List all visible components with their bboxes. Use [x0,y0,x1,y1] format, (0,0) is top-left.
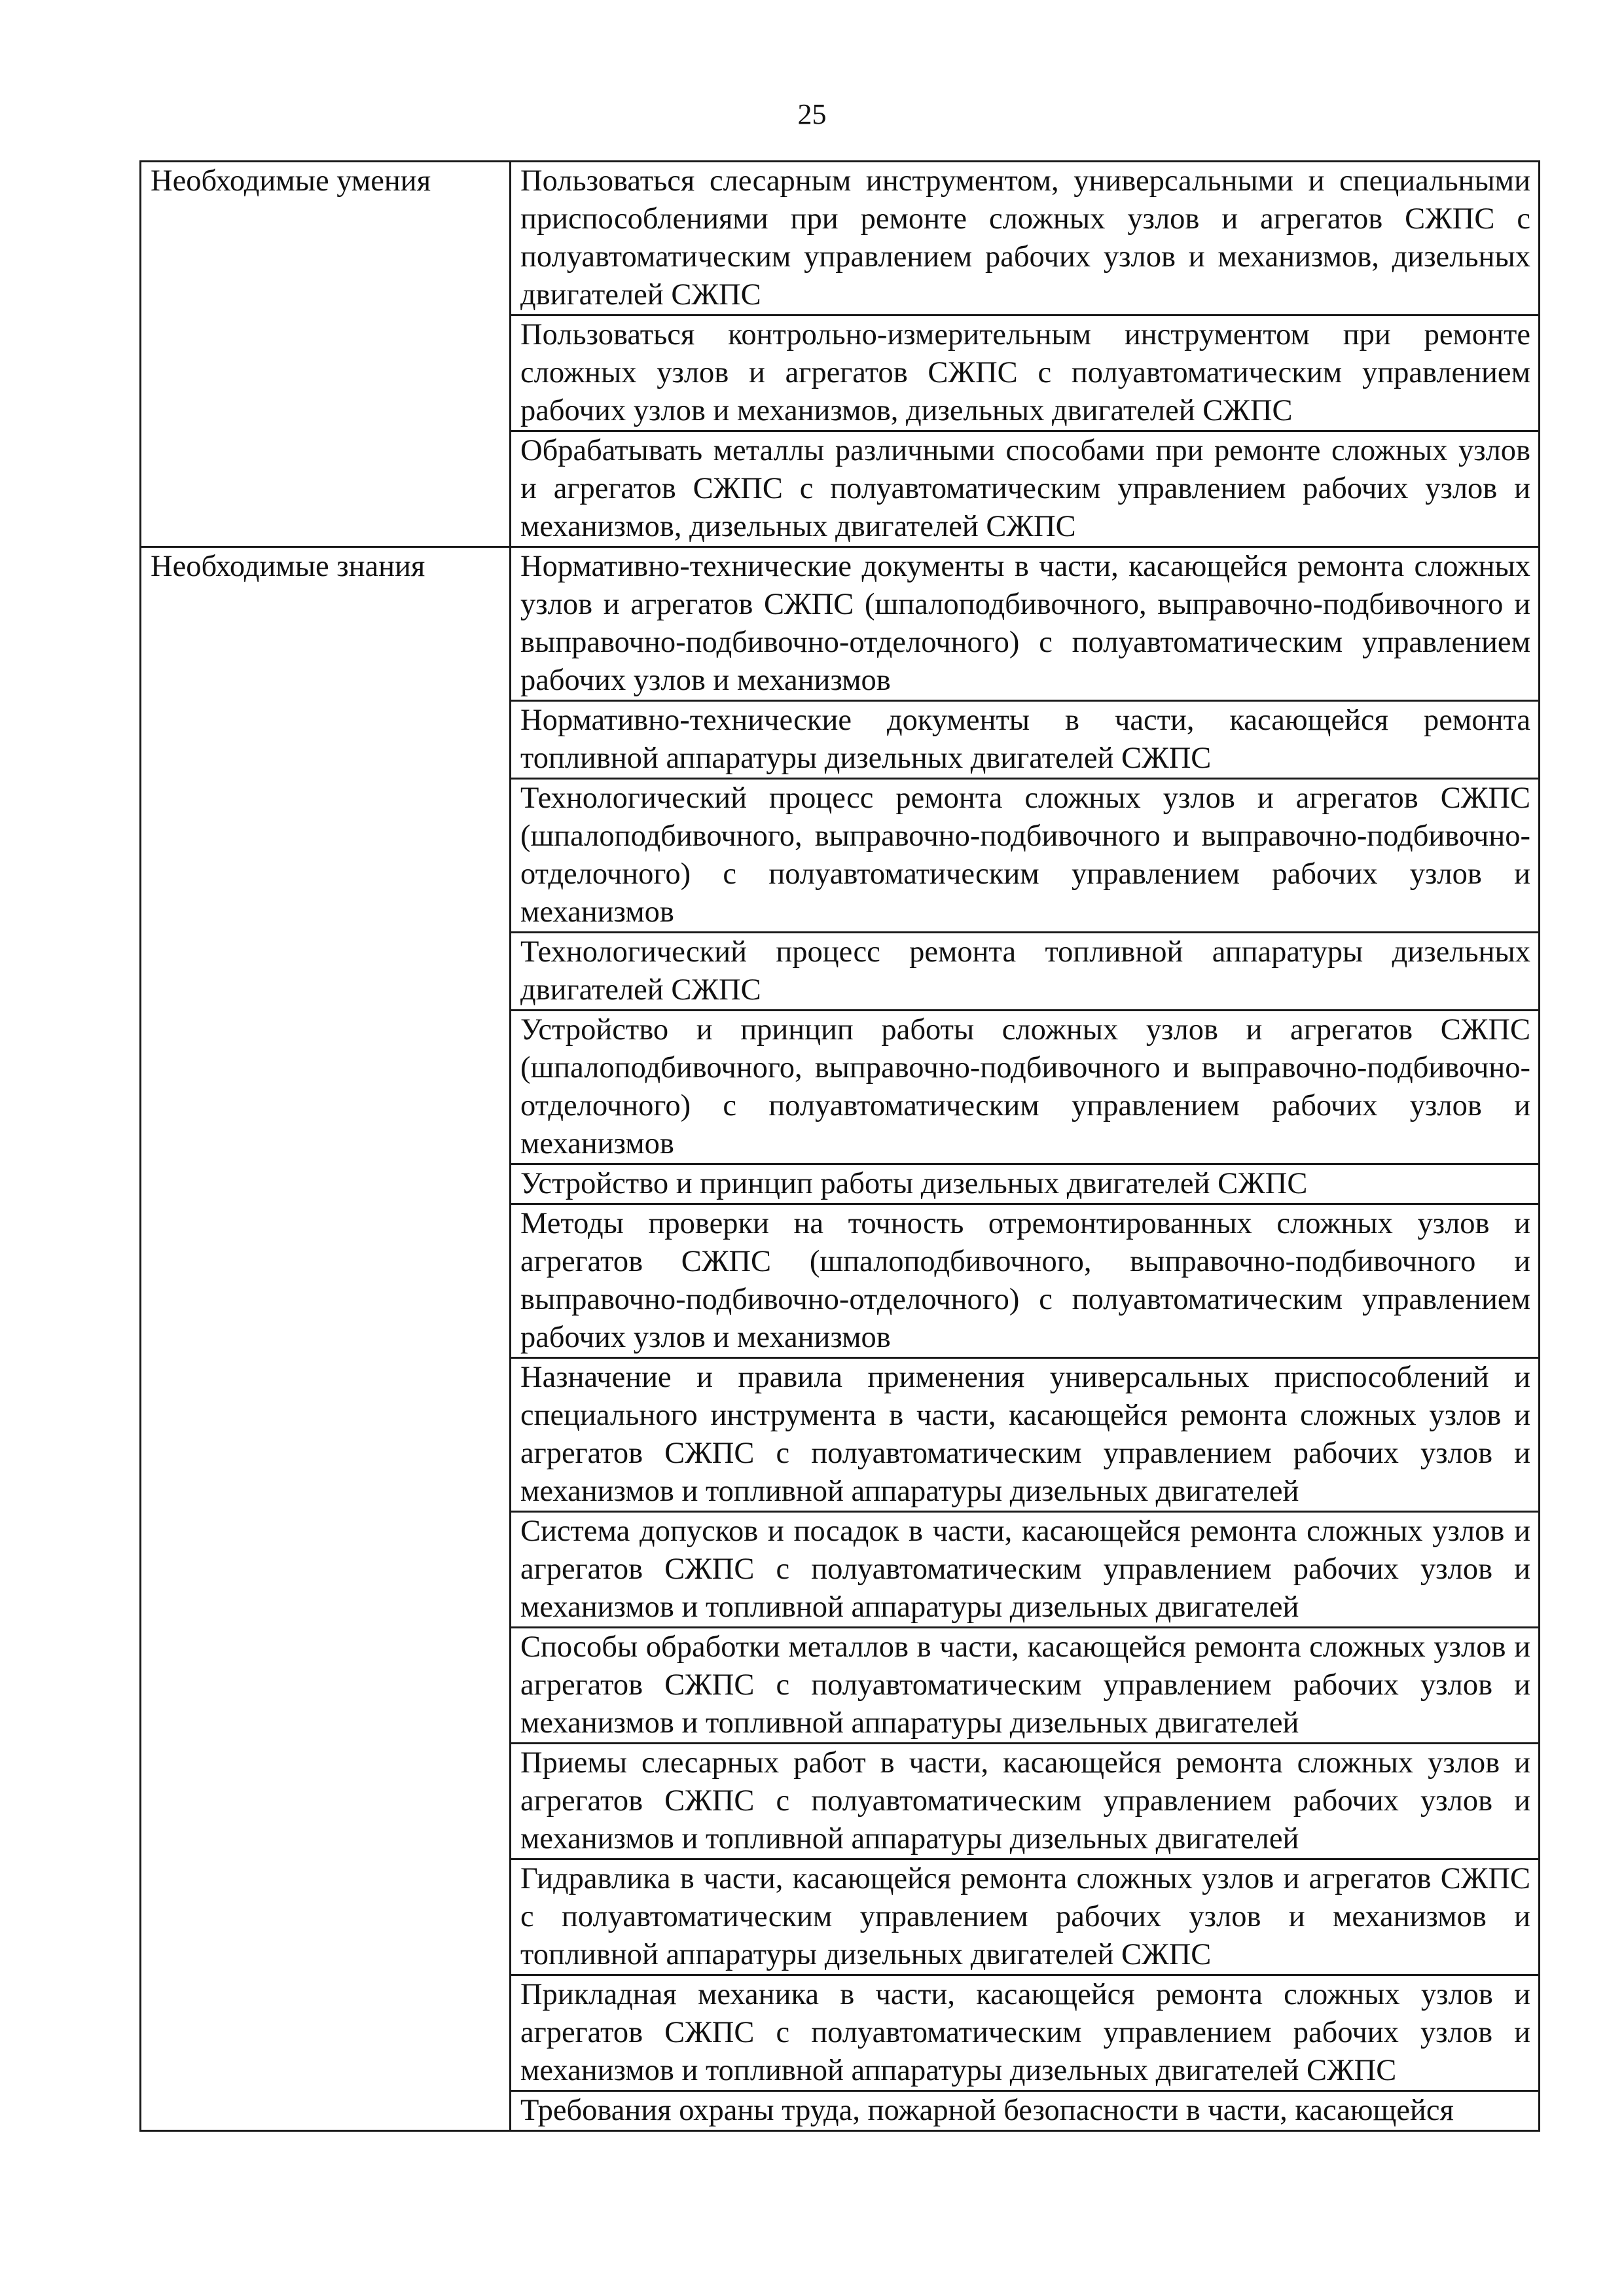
table-row [141,162,1540,315]
knowledge-item: Система допусков и посадок в части, касающейся ремонта сложных узлов и агрегатов СЖПС с полуавтоматическим управлением рабочих узлов и механизмов и топливной аппаратуры дизельных двигателей [511,1512,1540,1628]
skill-item: Обрабатывать металлы различными способами при ремонте сложных узлов и агрегатов СЖПС с полуавтоматическим управлением рабочих узлов и механизмов, дизельных двигателей СЖПС [511,431,1540,547]
knowledge-item: Технологический процесс ремонта топливной аппаратуры дизельных двигателей СЖПС [511,933,1540,1011]
knowledge-item: Устройство и принцип работы сложных узлов и агрегатов СЖПС (шпалоподбивочного, выправочно-подбивочного и выправочно-подбивочно-отделочного) с полуавтоматическим управлением рабочих узлов и механизмов [511,1011,1540,1164]
skills-label-cell: Необходимые умения [141,162,511,547]
knowledge-item: Методы проверки на точность отремонтированных сложных узлов и агрегатов СЖПС (шпалоподбивочного, выправочно-подбивочного и выправочно-подбивочно-отделочного) с полуавтоматическим управлением рабочих узлов и механизмов [511,1204,1540,1358]
table-row [141,547,1540,701]
knowledge-item: Назначение и правила применения универсальных приспособлений и специального инструмента в части, касающейся ремонта сложных узлов и агрегатов СЖПС с полуавтоматическим управлением рабочих узлов и механизмов и топливной аппаратуры дизельных двигателей [511,1358,1540,1512]
knowledge-item: Способы обработки металлов в части, касающейся ремонта сложных узлов и агрегатов СЖПС с полуавтоматическим управлением рабочих узлов и механизмов и топливной аппаратуры дизельных двигателей [511,1628,1540,1744]
knowledge-item: Технологический процесс ремонта сложных узлов и агрегатов СЖПС (шпалоподбивочного, выправочно-подбивочного и выправочно-подбивочно-отделочного) с полуавтоматическим управлением рабочих узлов и механизмов [511,779,1540,933]
knowledge-item: Нормативно-технические документы в части, касающейся ремонта сложных узлов и агрегатов СЖПС (шпалоподбивочного, выправочно-подбивочного и выправочно-подбивочно-отделочного) с полуавтоматическим управлением рабочих узлов и механизмов [511,547,1540,701]
knowledge-item: Нормативно-технические документы в части, касающейся ремонта топливной аппаратуры дизельных двигателей СЖПС [511,701,1540,779]
knowledge-item: Устройство и принцип работы дизельных двигателей СЖПС [511,1164,1540,1204]
skill-item: Пользоваться слесарным инструментом, универсальными и специальными приспособлениями при ремонте сложных узлов и агрегатов СЖПС с полуавтоматическим управлением рабочих узлов и механизмов, дизельных двигателей СЖПС [511,162,1540,315]
knowledge-label-cell: Необходимые знания [141,547,511,2131]
knowledge-item: Гидравлика в части, касающейся ремонта сложных узлов и агрегатов СЖПС с полуавтоматическим управлением рабочих узлов и механизмов и топливной аппаратуры дизельных двигателей СЖПС [511,1859,1540,1975]
page-number: 25 [797,98,827,130]
knowledge-item: Прикладная механика в части, касающейся ремонта сложных узлов и агрегатов СЖПС с полуавтоматическим управлением рабочих узлов и механизмов и топливной аппаратуры дизельных двигателей СЖПС [511,1975,1540,2091]
knowledge-item: Требования охраны труда, пожарной безопасности в части, касающейся [511,2091,1540,2131]
skill-item: Пользоваться контрольно-измерительным инструментом при ремонте сложных узлов и агрегатов СЖПС с полуавтоматическим управлением рабочих узлов и механизмов, дизельных двигателей СЖПС [511,315,1540,431]
requirements-table [139,160,1540,2132]
knowledge-item: Приемы слесарных работ в части, касающейся ремонта сложных узлов и агрегатов СЖПС с полуавтоматическим управлением рабочих узлов и механизмов и топливной аппаратуры дизельных двигателей [511,1744,1540,1859]
